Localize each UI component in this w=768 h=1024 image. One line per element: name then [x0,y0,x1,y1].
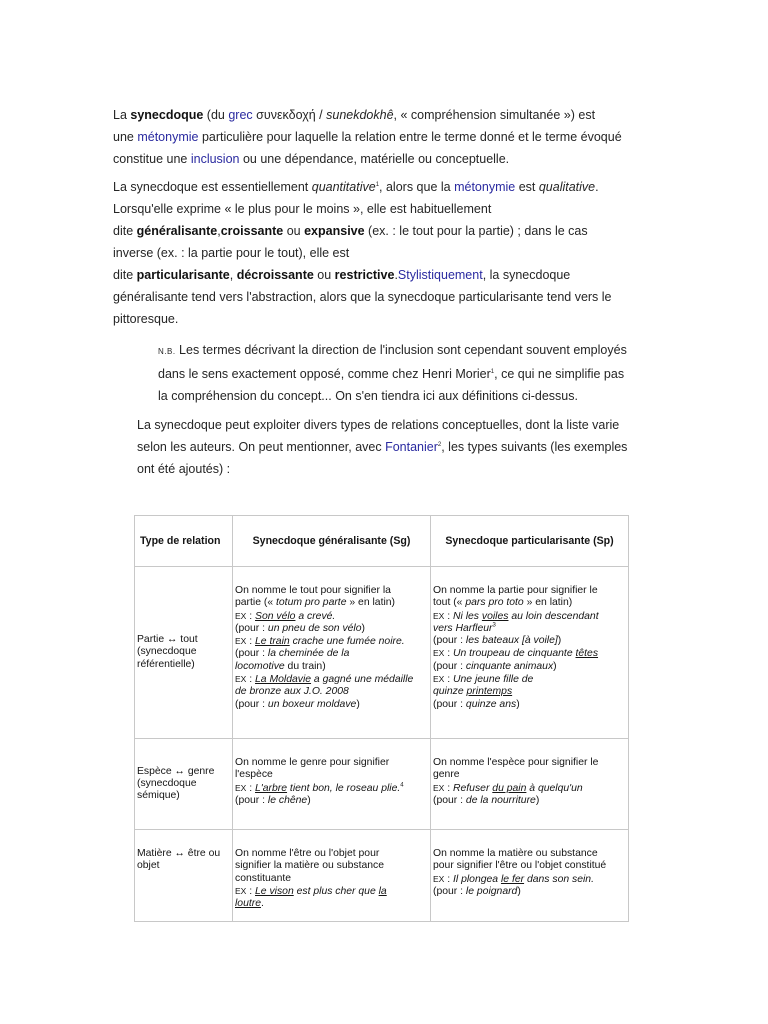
text: cinquante animaux [465,660,554,672]
text: au loin descendant [508,610,599,622]
text: On nomme le genre pour signifier [235,757,390,768]
text: un boxeur moldave [267,698,357,710]
text: ) [535,794,540,806]
text: du pain [492,782,527,794]
text: voiles [481,610,509,622]
metonymie-link-2[interactable]: métonymie [454,180,516,194]
header-type: Type de relation [135,516,233,567]
text: locomotive [235,660,285,672]
text: ) [356,698,360,710]
type-cell [135,830,233,922]
text: Il plongea [453,873,501,885]
text: Matière ↔ être ou [137,848,221,859]
text: est [515,180,539,194]
text: ou une dépendance, matérielle ou conceptuelle. [239,152,510,166]
gloss [235,795,430,807]
text: (pour : [235,622,268,634]
text: ) [516,698,520,710]
example [433,686,628,698]
intro-line-3 [113,148,653,170]
footnote-ref[interactable]: 1 [490,368,495,375]
note-line-2 [158,363,658,385]
sg-cell [233,567,431,739]
term-restrictive: restrictive [334,268,395,282]
header-sp: Synecdoque particularisante (Sp) [431,516,629,567]
text: ou [313,268,335,282]
text: Ni les [453,610,482,622]
sp-cell [431,567,629,739]
intro-paragraph [113,104,653,170]
ex-label: EX [433,610,445,621]
text: (pour : [433,794,466,806]
transliteration: sunekdokhê [326,108,394,122]
ex-label: EX [433,674,445,685]
text: objet [137,860,160,872]
footnote-ref[interactable]: 4 [400,782,404,789]
text: : [444,782,454,794]
text: On nomme le tout pour signifier la [235,585,391,596]
text: L'arbre [255,782,288,794]
relations-table [134,515,629,922]
grec-link[interactable]: grec [228,108,253,122]
text: de bronze aux J.O. 2008 [235,686,349,698]
sg-cell [233,830,431,922]
text: Partie ↔ tout [137,634,198,646]
example [433,623,628,635]
term-quantitative: quantitative [311,180,376,194]
text: dans le sens exactement opposé, comme chez Henri Morier [158,367,491,381]
stylistiquement-link[interactable]: Stylistiquement [397,268,483,282]
p2-line-5 [113,264,653,286]
term-particularisante: particularisante [136,268,230,282]
p2-line-2: Lorsqu'elle exprime « le plus pour le moins », elle est habituellement [113,202,492,216]
text: un pneu de son vélo [267,622,362,634]
text: ou [283,224,305,238]
example [235,673,430,686]
text: du train [284,660,323,672]
p2-line-1 [113,176,653,198]
term-expansive: expansive [304,224,365,238]
text: le chêne [267,794,308,806]
example [433,873,628,886]
text: l'espèce [235,769,273,781]
text: dite [113,268,137,282]
table-row [135,567,629,739]
ex-label: EX [235,782,247,793]
p2-line-6: généralisante tend vers l'abstraction, alors que la synecdoque particularisante tend vers le [113,290,612,304]
text: La synecdoque est essentiellement [113,180,312,194]
text: (pour : [433,698,466,710]
text: ) [517,885,521,897]
gloss [235,699,430,711]
text: ) [322,660,326,672]
text: (synecdoque [137,777,197,789]
text: à quelqu'un [526,782,583,794]
term-decroissante: décroissante [236,268,314,282]
text: La [113,108,131,122]
example [235,635,430,648]
gloss [433,886,628,898]
ex-label: EX [433,782,445,793]
text: dans son sein. [524,873,594,885]
intro-line-2 [113,126,653,148]
text: (du [203,108,229,122]
text: . [595,180,599,194]
text: . [261,898,264,910]
text: loutre [235,898,261,910]
ex-label: EX [235,636,247,647]
text: sémique) [137,790,180,802]
p2-line-7: pittoresque. [113,312,179,326]
fontanier-link[interactable]: Fontanier [385,440,438,454]
text: , « compréhension simultanée ») est [393,108,596,122]
ex-label: EX [235,674,247,685]
intro-line-1 [113,104,653,126]
text: la cheminée de la [267,648,350,660]
example [235,898,430,910]
type-cell [135,739,233,830]
text: , [229,268,237,282]
p3-line-3: ont été ajoutés) : [137,462,231,476]
text: printemps [466,686,513,698]
text: . [394,268,398,282]
text: partie (« [235,597,277,609]
text: a crevé. [295,610,336,622]
footnote-ref[interactable]: 1 [375,181,380,188]
term-synecdoque: synecdoque [130,108,204,122]
text: (synecdoque [137,646,197,658]
text: selon les auteurs. On peut mentionner, avec [137,440,386,454]
text: quinze [433,686,467,698]
p3-line-2 [137,436,657,458]
text: tient bon, le roseau plie. [287,782,401,794]
term-croissante: croissante [220,224,284,238]
text: référentielle) [137,658,195,670]
text: constitue une [113,152,191,166]
text: constituante [235,872,292,884]
example [433,610,628,623]
text: » en latin) [346,597,396,609]
text: : [444,648,454,660]
sg-cell [233,739,431,830]
text: les bateaux [à voile] [465,635,558,647]
text: a gagné une médaille [311,674,414,686]
text: ) [557,635,562,647]
text: On nomme la partie pour signifier le [433,585,598,596]
text: totum pro parte [276,597,347,609]
text: (pour : [433,635,466,647]
text: : [246,782,256,794]
text [235,597,430,609]
ex-label: EX [235,610,247,621]
gloss [433,699,628,711]
text: : [444,610,454,622]
sp-cell [431,830,629,922]
text: (pour : [235,648,268,660]
text: pour signifier l'être ou l'objet constitué [433,860,607,872]
table-header-row [135,516,629,567]
text: : [246,674,256,686]
nb-note [158,339,658,407]
text: : [444,873,454,885]
text: (pour : [235,794,268,806]
text: de la nourriture [465,794,536,806]
text: particulière pour laquelle la relation entre le terme donné et le terme évoqué [198,130,622,144]
ex-label: EX [433,873,445,884]
text: , ce qui ne simplifie pas [494,367,625,381]
header-sg: Synecdoque généralisante (Sg) [233,516,431,567]
inclusion-link[interactable]: inclusion [190,152,240,166]
ex-label: EX [433,648,445,659]
text: : [246,610,256,622]
text: est plus cher que [293,885,379,897]
text: le fer [500,873,525,885]
text: Espèce ↔ genre [137,765,215,777]
note-line-1 [158,339,658,363]
gloss [235,648,430,660]
text: pars pro toto [465,597,524,609]
types-paragraph [137,414,657,480]
footnote-ref[interactable]: 2 [437,441,442,448]
p2-line-3 [113,220,653,242]
text: (ex. : le tout pour la partie) ; dans le cas [364,224,588,238]
nb-tag: N.B. [158,347,176,356]
example [433,647,628,660]
text: , [217,224,221,238]
p2-line-4: inverse (ex. : la partie pour le tout), elle est [113,246,350,260]
text: (pour : [433,885,466,897]
text: , les types suivants (les exemples [441,440,628,454]
gloss [235,623,430,635]
table-row [135,739,629,830]
text: le poignard [465,885,518,897]
example [433,782,628,795]
p3-line-1: La synecdoque peut exploiter divers types de relations conceptuelles, dont la liste varie [137,418,620,432]
text: (pour : [235,698,268,710]
text: ) [361,622,365,634]
ex-label: EX [235,885,247,896]
term-qualitative: qualitative [538,180,596,194]
example [433,673,628,686]
metonymie-link[interactable]: métonymie [137,130,199,144]
term-generalisante: généralisante [136,224,218,238]
text: Le vison [255,885,294,897]
text: : [444,674,454,686]
quantitative-paragraph [113,176,653,330]
text: Les termes décrivant la direction de l'inclusion sont cependant souvent employés [175,343,627,357]
text: ) [553,660,557,672]
text: Une jeune fille de [453,674,534,686]
text: signifier la matière ou substance [235,860,385,872]
text: la [378,885,387,897]
text: Le train [255,636,290,648]
text: (pour : [433,660,466,672]
text: crache une fumée noire. [289,636,405,648]
gloss [433,795,628,807]
text: vers Harfleur [433,622,493,634]
text: tout (« [433,597,466,609]
text: , alors que la [379,180,455,194]
text: » en latin) [523,597,573,609]
text: On nomme l'être ou l'objet pour [235,848,380,859]
example [235,610,430,623]
text: Son vélo [255,610,296,622]
text [433,597,628,609]
footnote-ref[interactable]: 3 [492,622,496,629]
table-row [135,830,629,922]
example [235,686,430,698]
text: ) [307,794,311,806]
text: dite [113,224,137,238]
text: têtes [575,648,599,660]
text: La Moldavie [255,674,312,686]
sp-cell [431,739,629,830]
text: : [246,885,256,897]
text: Refuser [453,782,493,794]
note-line-3: la compréhension du concept... On s'en tiendra ici aux définitions ci-dessus. [158,389,578,403]
example [235,782,430,795]
text: une [113,130,138,144]
example [235,885,430,898]
type-cell [135,567,233,739]
greek-word: συνεκδοχή / [252,108,327,122]
text: quinze ans [465,698,517,710]
gloss [235,661,430,673]
text: On nomme l'espèce pour signifier le [433,757,599,768]
text: genre [433,769,460,781]
gloss [433,661,628,673]
text: , la synecdoque [482,268,571,282]
gloss [433,635,628,647]
text: : [246,636,256,648]
text: On nomme la matière ou substance [433,848,598,859]
text: Un troupeau de cinquante [453,648,576,660]
